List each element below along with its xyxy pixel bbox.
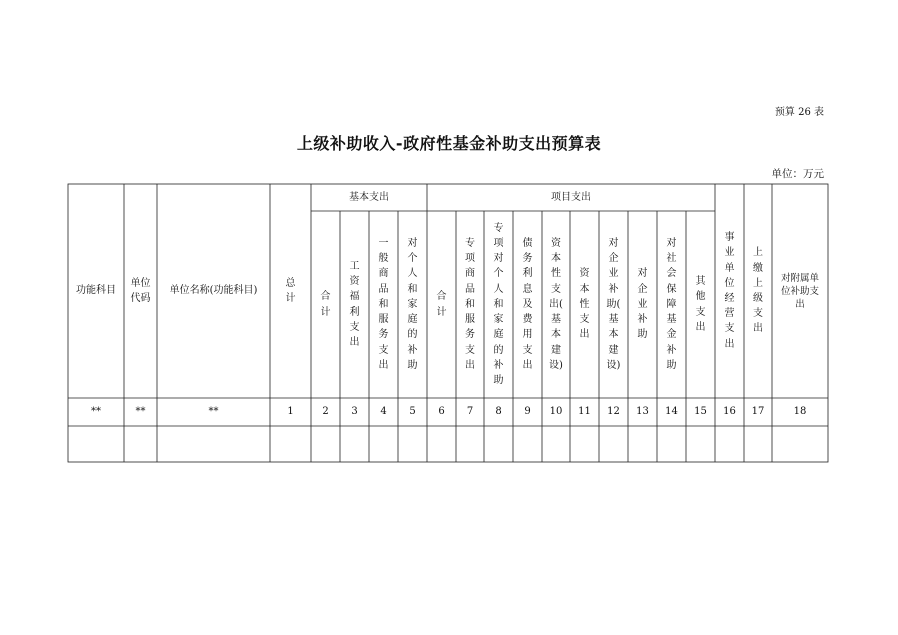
header-char: 合	[320, 291, 331, 303]
header-char: 建	[551, 344, 561, 356]
header-capital-expenditure	[570, 211, 599, 398]
index-cell: 9	[524, 406, 531, 418]
header-char: 总	[285, 277, 296, 289]
header-char: 支	[349, 321, 360, 333]
header-char: 上	[753, 277, 763, 289]
header-debt-interest	[513, 211, 542, 398]
header-char: 缴	[753, 262, 763, 274]
header-char: 出(	[549, 298, 563, 310]
header-char: 出	[522, 359, 533, 371]
header-char: 务	[465, 329, 475, 341]
header-char: 庭	[493, 329, 504, 341]
header-char: 庭	[407, 314, 418, 326]
header-char: 位	[724, 277, 735, 289]
header-char: 社	[666, 253, 677, 265]
header-char: 债	[522, 238, 533, 250]
header-char: 利	[349, 306, 360, 318]
index-cell: 3	[351, 406, 358, 418]
header-char: 息	[522, 283, 533, 295]
header-char: 支	[551, 283, 561, 295]
header-char: 级	[753, 293, 763, 304]
index-cell: 17	[751, 406, 765, 418]
header-affiliated-subsidy	[772, 184, 828, 398]
index-cell: **	[135, 406, 146, 418]
header-char: 性	[551, 268, 561, 280]
header-char: 企	[637, 283, 648, 295]
header-char: 基	[608, 314, 619, 326]
index-cell: 14	[665, 406, 678, 418]
header-char: 用	[522, 329, 533, 341]
index-cell: 15	[694, 406, 707, 418]
header-char: 助(	[606, 298, 621, 310]
header-general-goods-services	[369, 211, 398, 398]
header-char: 基	[666, 314, 677, 326]
header-other-expenditure	[686, 211, 715, 398]
header-char: 补	[637, 314, 648, 326]
header-char: 费	[522, 314, 533, 326]
header-char: 商	[465, 268, 475, 280]
index-cell: 7	[466, 406, 474, 418]
header-char: 补	[608, 283, 619, 295]
header-char: 工	[349, 260, 360, 272]
index-cell: 18	[793, 406, 807, 418]
header-char: 出	[753, 323, 763, 335]
header-char: 对	[407, 238, 418, 250]
header-char: 本	[579, 283, 590, 295]
header-function-subject: 功能科目	[76, 285, 116, 297]
header-char: 出	[378, 359, 389, 371]
header-char: 个	[407, 253, 418, 265]
header-char: 利	[522, 268, 533, 280]
header-char: 助	[637, 329, 648, 341]
header-char: 保	[666, 283, 677, 295]
header-char: 事	[724, 232, 735, 244]
header-basic-sum	[311, 211, 340, 398]
header-char: 出	[465, 359, 475, 371]
header-char: 助	[666, 359, 677, 371]
header-char: 资	[579, 268, 590, 280]
header-char: 对	[608, 238, 619, 250]
header-business-operating	[715, 184, 744, 398]
index-cell: 4	[380, 406, 387, 418]
header-char: 营	[724, 308, 735, 320]
header-char: 合	[436, 291, 447, 303]
index-cell: 16	[723, 406, 736, 418]
header-wage-welfare	[340, 211, 369, 398]
index-cell: 6	[438, 406, 445, 418]
header-char: 上	[753, 247, 763, 259]
index-cell: 8	[495, 406, 502, 418]
header-char: 业	[608, 268, 619, 280]
header-char: 障	[666, 298, 677, 310]
header-char: 计	[436, 306, 447, 318]
header-char: 对附属单	[780, 272, 819, 284]
header-char: 品	[378, 283, 389, 295]
header-unit-name: 单位名称(功能科目)	[169, 285, 258, 297]
index-cell: **	[91, 406, 101, 418]
group-basic-expenditure: 基本支出	[349, 191, 389, 203]
header-char: 支	[695, 306, 706, 318]
group-project-expenditure: 项目支出	[551, 191, 591, 203]
header-char: 服	[465, 314, 475, 326]
page-title: 上级补助收入-政府性基金补助支出预算表	[296, 134, 602, 153]
header-char: 务	[378, 329, 389, 341]
header-char: 补	[407, 344, 418, 356]
header-char: 资	[551, 238, 561, 250]
header-char: 他	[695, 291, 706, 303]
header-char: 支	[522, 344, 533, 356]
header-unit-code	[124, 184, 157, 398]
unit-label: 单位：万元	[771, 168, 824, 180]
header-special-goods-services	[456, 211, 484, 398]
index-cell: 12	[607, 406, 620, 418]
header-char: 福	[349, 291, 360, 303]
header-total	[270, 184, 311, 398]
header-char: 品	[465, 283, 475, 295]
header-char: 务	[522, 253, 533, 265]
header-char: 经	[724, 293, 735, 304]
header-char: 金	[666, 329, 677, 341]
header-char: 的	[407, 329, 418, 341]
index-cell: 10	[549, 406, 563, 418]
header-char: 人	[407, 268, 418, 280]
header-char: 家	[493, 314, 504, 326]
header-char: 专	[493, 222, 504, 234]
header-char: 支	[579, 314, 590, 326]
header-char: 会	[666, 268, 677, 280]
index-cell: 13	[636, 406, 649, 418]
header-char: 位补助支	[780, 285, 819, 297]
header-upper-remittance	[744, 184, 772, 398]
header-char: 项	[493, 238, 504, 250]
header-char: 资	[349, 276, 360, 288]
header-char: 单	[724, 262, 735, 274]
header-char: 业	[724, 247, 735, 259]
header-char: 本	[608, 329, 619, 341]
header-char: 商	[378, 268, 389, 280]
header-char: 对	[493, 253, 504, 265]
index-cell: 11	[578, 406, 591, 418]
header-char: 补	[493, 359, 504, 371]
header-char: 人	[493, 283, 504, 295]
header-char: 出	[695, 321, 706, 333]
header-char: 计	[285, 293, 296, 304]
header-char: 服	[378, 314, 389, 326]
header-char: 家	[407, 298, 418, 310]
index-cell: 1	[287, 406, 294, 418]
index-cell: 2	[322, 406, 329, 418]
header-char: 计	[320, 306, 331, 318]
header-char: 设)	[606, 359, 621, 371]
header-personal-family-subsidy	[398, 211, 427, 398]
header-char: 专	[465, 238, 475, 250]
header-char: 支	[465, 344, 475, 356]
header-char: 出	[724, 338, 735, 350]
header-char: 和	[407, 283, 418, 295]
header-char: 和	[493, 298, 504, 310]
header-char: 补	[666, 344, 677, 356]
header-char: 业	[637, 298, 648, 310]
header-enterprise-subsidy	[628, 211, 657, 398]
header-char: 助	[407, 359, 418, 371]
header-char: 支	[753, 308, 763, 320]
header-char: 支	[378, 344, 389, 356]
form-number: 预算 26 表	[774, 107, 824, 118]
header-char: 代码	[130, 293, 151, 304]
header-char: 的	[493, 344, 504, 356]
header-char: 个	[493, 268, 504, 280]
header-char: 其	[695, 276, 706, 288]
header-char: 出	[579, 329, 590, 341]
header-project-sum	[427, 211, 456, 398]
header-char: 性	[579, 298, 590, 310]
header-char: 建	[608, 344, 619, 356]
header-char: 和	[465, 298, 475, 310]
header-char: 基	[551, 314, 561, 326]
header-char: 出	[349, 336, 360, 348]
header-char: 助	[493, 374, 504, 386]
index-cell: **	[208, 406, 219, 418]
header-capital-construction	[542, 211, 570, 398]
index-cell: 5	[409, 406, 416, 418]
header-char: 项	[465, 253, 475, 265]
header-char: 单位	[130, 277, 151, 289]
header-char: 对	[637, 268, 648, 280]
header-char: 本	[551, 253, 561, 265]
header-special-personal-subsidy	[484, 211, 513, 398]
header-char: 对	[666, 238, 677, 250]
header-char: 本	[551, 329, 561, 341]
header-char: 和	[378, 298, 389, 310]
header-social-security-fund	[657, 211, 686, 398]
header-char: 一	[378, 238, 389, 250]
header-char: 企	[608, 253, 619, 265]
header-char: 及	[522, 298, 533, 310]
header-char: 出	[795, 298, 805, 310]
header-char: 般	[378, 253, 389, 265]
header-char: 设)	[549, 359, 563, 371]
header-enterprise-construction	[599, 211, 628, 398]
header-char: 支	[724, 323, 735, 335]
